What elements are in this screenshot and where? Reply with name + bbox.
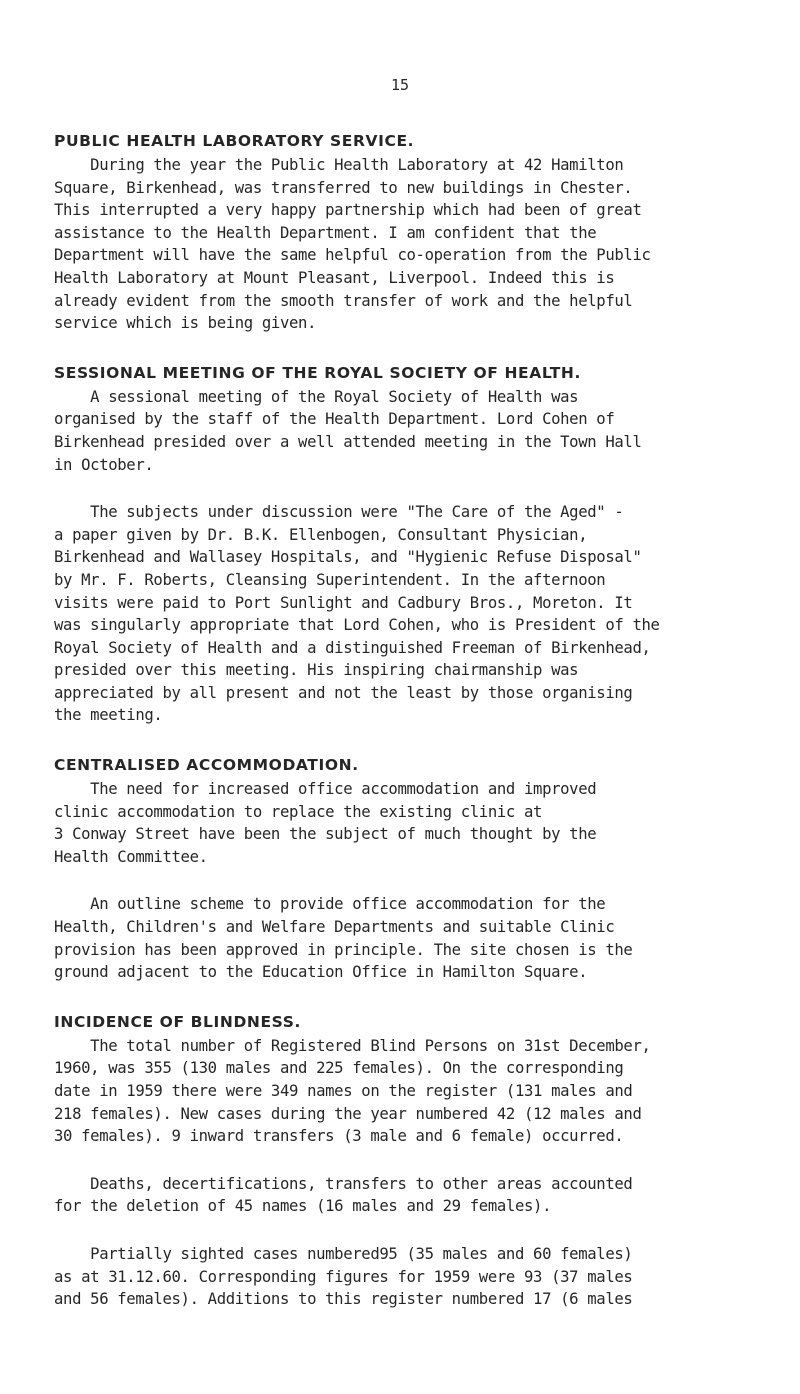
text-line: provision has been approved in principle. The site chosen is the: [54, 940, 633, 959]
heading-sessional-meeting: SESSIONAL MEETING OF THE ROYAL SOCIETY OF HEALTH.: [54, 363, 581, 382]
text-line: This interrupted a very happy partnership which had been of great: [54, 201, 642, 220]
text-line: Birkenhead presided over a well attended meeting in the Town Hall: [54, 432, 642, 451]
text-line: Birkenhead and Wallasey Hospitals, and "Hygienic Refuse Disposal": [54, 548, 642, 567]
heading-incidence-of-blindness: INCIDENCE OF BLINDNESS.: [54, 1012, 302, 1031]
text-line: a paper given by Dr. B.K. Ellenbogen, Consultant Physician,: [54, 525, 588, 544]
text-line: visits were paid to Port Sunlight and Cadbury Bros., Moreton. It: [54, 593, 633, 612]
paragraph: [54, 778, 774, 868]
text-line: in October.: [54, 455, 154, 474]
text-line: ground adjacent to the Education Office in Hamilton Square.: [54, 963, 588, 982]
text-line: date in 1959 there were 349 names on the register (131 males and: [54, 1082, 633, 1100]
text-line: Health, Children's and Welfare Departments and suitable Clinic: [54, 918, 615, 937]
text-line: assistance to the Health Department. I am confident that the: [54, 223, 597, 242]
text-line: 1960, was 355 (130 males and 225 females). On the corresponding: [54, 1059, 624, 1078]
text-line: Partially sighted cases numbered95 (35 males and 60 females): [54, 1244, 633, 1263]
text-line: by Mr. F. Roberts, Cleansing Superintendent. In the afternoon: [54, 570, 606, 589]
section-sessional-meeting: [54, 362, 774, 727]
paragraph: [54, 154, 774, 335]
document-body: [54, 130, 774, 1311]
text-line: clinic accommodation to replace the existing clinic at: [54, 802, 543, 821]
text-line: Health Laboratory at Mount Pleasant, Liverpool. Indeed this is: [54, 268, 615, 287]
text-line: Square, Birkenhead, was transferred to new buildings in Chester.: [54, 178, 633, 197]
section-centralised-accommodation: [54, 754, 774, 984]
text-line: presided over this meeting. His inspiring chairmanship was: [54, 661, 579, 680]
text-line: the meeting.: [54, 706, 163, 725]
text-line: service which is being given.: [54, 314, 317, 333]
text-line: The total number of Registered Blind Persons on 31st December,: [54, 1036, 651, 1055]
text-line: The need for increased office accommodation and improved: [54, 780, 597, 799]
paragraph: [54, 1243, 774, 1311]
paragraph: [54, 501, 774, 727]
page-number: 15: [390, 76, 410, 94]
text-line: The subjects under discussion were "The Care of the Aged" -: [54, 503, 624, 522]
heading-laboratory: PUBLIC HEALTH LABORATORY SERVICE.: [54, 132, 415, 150]
paragraph: [54, 893, 774, 983]
text-line: 218 females). New cases during the year numbered 42 (12 males and: [54, 1104, 642, 1123]
text-line: as at 31.12.60. Corresponding figures for 1959 were 93 (37 males: [54, 1267, 633, 1286]
paragraph: [54, 1035, 774, 1148]
text-line: was singularly appropriate that Lord Cohen, who is President of the: [54, 616, 660, 635]
text-line: An outline scheme to provide office accommodation for the: [54, 895, 606, 914]
paragraph: [54, 1173, 774, 1218]
text-line: for the deletion of 45 names (16 males and 29 females).: [54, 1197, 552, 1216]
text-line: appreciated by all present and not the least by those organising: [54, 683, 633, 702]
text-line: Department will have the same helpful co-operation from the Public: [54, 246, 651, 265]
text-line: already evident from the smooth transfer of work and the helpful: [54, 291, 633, 310]
text-line: 30 females). 9 inward transfers (3 male and 6 female) occurred.: [54, 1127, 624, 1146]
text-line: Health Committee.: [54, 847, 208, 866]
text-line: A sessional meeting of the Royal Society of Health was: [54, 387, 579, 406]
text-line: 3 Conway Street have been the subject of much thought by the: [54, 825, 597, 844]
text-line: and 56 females). Additions to this register numbered 17 (6 males: [54, 1290, 633, 1309]
section-laboratory: [54, 130, 774, 335]
text-line: During the year the Public Health Laboratory at 42 Hamilton: [54, 156, 624, 174]
paragraph: [54, 386, 774, 476]
heading-centralised-accommodation: CENTRALISED ACCOMMODATION.: [54, 756, 359, 775]
section-incidence-of-blindness: [54, 1011, 774, 1311]
text-line: organised by the staff of the Health Department. Lord Cohen of: [54, 410, 615, 429]
text-line: Deaths, decertifications, transfers to other areas accounted: [54, 1174, 633, 1193]
text-line: Royal Society of Health and a distinguished Freeman of Birkenhead,: [54, 638, 651, 657]
